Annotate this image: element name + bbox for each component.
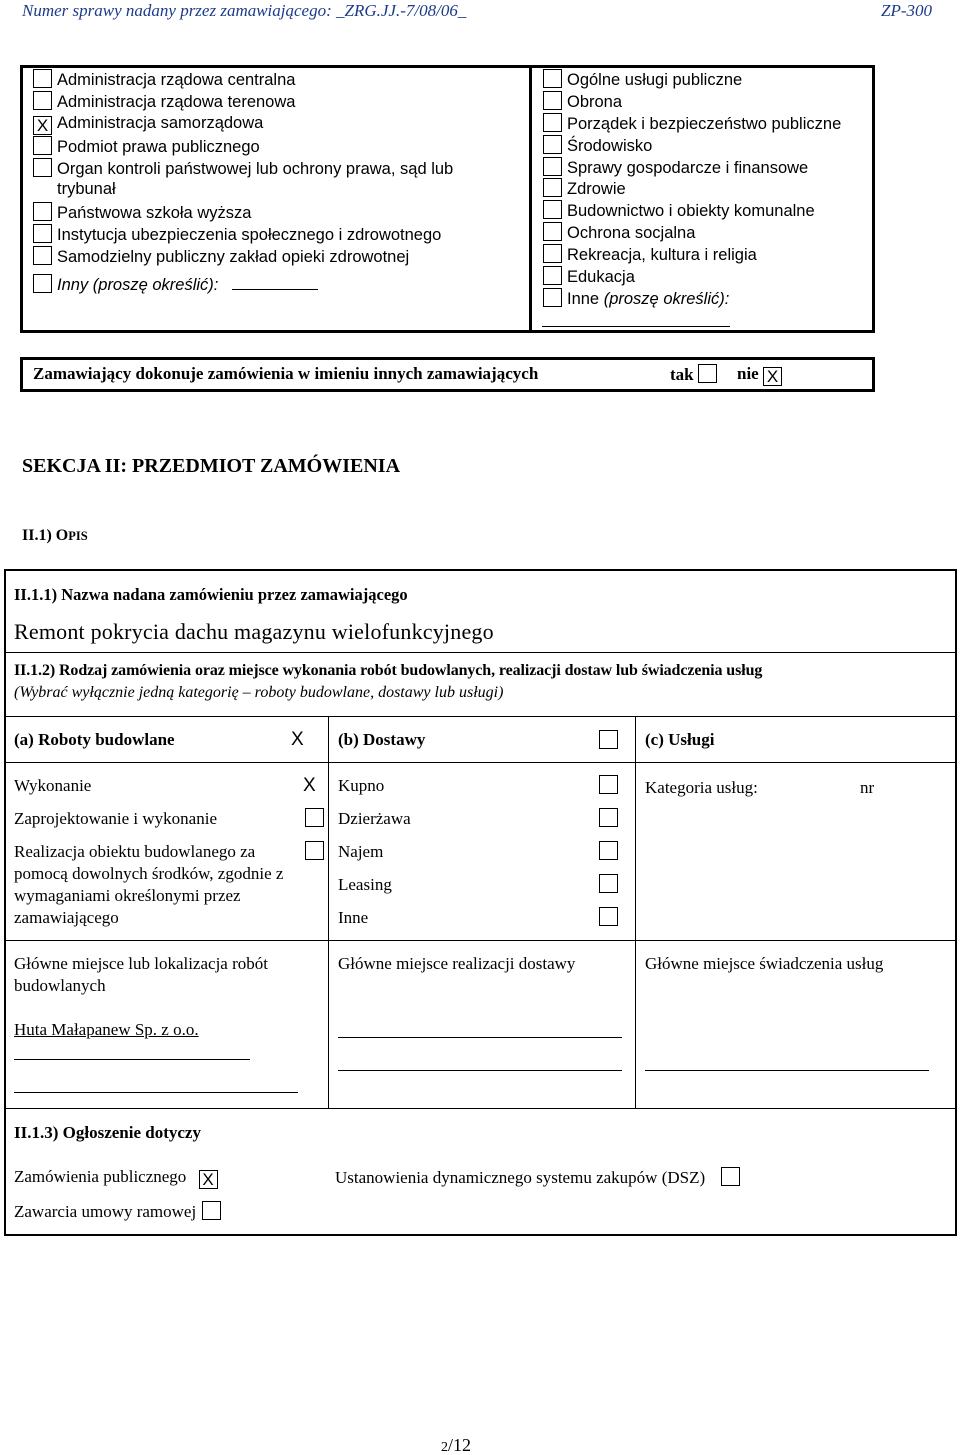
checkbox[interactable] — [543, 135, 562, 154]
works-location-value[interactable]: Huta Małapanew Sp. z o.o. — [14, 1020, 199, 1039]
checkbox[interactable] — [33, 69, 52, 88]
checkbox[interactable] — [33, 91, 52, 110]
checkbox[interactable] — [33, 274, 52, 293]
type-heading: II.1.2) Rodzaj zamówienia oraz miejsce wykonania robót budowlanych, realizacji dostaw lub świadczenia usług — [14, 662, 763, 679]
fill-line[interactable] — [14, 1059, 250, 1060]
supplies-option-label: Inne — [338, 908, 369, 927]
left-type-item[interactable]: Państwowa szkoła wyższa — [33, 202, 251, 223]
works-option-label: Wykonanie — [14, 776, 92, 795]
right-type-item[interactable]: Rekreacja, kultura i religia — [543, 244, 757, 265]
services-location-label: Główne miejsce świadczenia usług — [645, 954, 884, 973]
services-category-value[interactable]: nr — [860, 778, 875, 797]
right-type-item[interactable]: Ogólne usługi publiczne — [543, 69, 742, 90]
type-note: (Wybrać wyłącznie jedną kategorię – roboty budowlane, dostawy lub usługi) — [14, 684, 504, 701]
supplies-option-label: Najem — [338, 842, 384, 861]
checkbox[interactable] — [33, 202, 52, 221]
works-location-label: Główne miejsce lub lokalizacja robót budowlanych — [14, 954, 268, 995]
works-option-label: Zaprojektowanie i wykonanie — [14, 809, 217, 828]
left-type-item[interactable]: Administracja rządowa centralna — [33, 69, 295, 90]
row-divider — [5, 762, 956, 763]
authority-box-divider — [529, 67, 532, 331]
right-type-item[interactable]: Środowisko — [543, 135, 652, 156]
supplies-option-checkbox[interactable] — [599, 907, 618, 926]
left-type-item[interactable]: Samodzielny publiczny zakład opieki zdrowotnej — [33, 246, 409, 267]
checkbox[interactable] — [543, 91, 562, 110]
checkbox[interactable] — [543, 288, 562, 307]
checkbox[interactable] — [33, 136, 52, 155]
supplies-option-checkbox[interactable] — [599, 808, 618, 827]
checkbox[interactable] — [543, 178, 562, 197]
works-option-label: Realizacja obiektu budowlanego za pomocą dowolnych środków, zgodnie z wymaganiami określonymi przez zamawiającego — [14, 842, 284, 927]
supplies-option-label: Dzierżawa — [338, 809, 411, 828]
notice-framework[interactable]: Zawarcia umowy ramowej — [14, 1201, 221, 1222]
subsection-title: II.1) OPIS — [22, 527, 88, 544]
right-type-item[interactable]: Sprawy gospodarcze i finansowe — [543, 157, 808, 178]
right-type-other[interactable]: Inne (proszę określić): — [543, 288, 729, 309]
public-checkbox[interactable]: X — [199, 1170, 218, 1189]
notice-public[interactable]: Zamówienia publicznego X — [14, 1167, 218, 1189]
behalf-yes[interactable]: tak — [670, 364, 717, 385]
fill-line[interactable] — [14, 1092, 298, 1093]
checkbox[interactable] — [543, 244, 562, 263]
no-checkbox[interactable]: X — [763, 367, 782, 386]
works-category-mark[interactable]: X — [291, 729, 304, 750]
other-fill-line[interactable] — [232, 289, 318, 290]
left-type-other[interactable]: Inny (proszę określić): — [33, 274, 318, 295]
yes-checkbox[interactable] — [698, 364, 717, 383]
services-category: (c) Usługi — [645, 730, 715, 749]
fill-line[interactable] — [338, 1070, 622, 1071]
supplies-category-checkbox[interactable] — [599, 730, 618, 749]
left-type-item[interactable]: X Administracja samorządowa — [33, 114, 263, 135]
right-type-item[interactable]: Ochrona socjalna — [543, 222, 695, 243]
left-type-item[interactable]: Instytucja ubezpieczenia społecznego i zdrowotnego — [33, 224, 441, 245]
notice-heading: II.1.3) Ogłoszenie dotyczy — [14, 1123, 201, 1142]
dps-checkbox[interactable] — [721, 1167, 740, 1186]
col-divider — [635, 716, 636, 1109]
works-option-checkbox[interactable] — [305, 841, 324, 860]
notice-dps[interactable]: Ustanowienia dynamicznego systemu zakupów (DSZ) — [335, 1167, 740, 1188]
right-type-item[interactable]: Budownictwo i obiekty komunalne — [543, 200, 815, 221]
checkbox[interactable] — [543, 266, 562, 285]
row-divider — [5, 652, 956, 653]
right-type-item[interactable]: Edukacja — [543, 266, 635, 287]
supplies-option-checkbox[interactable] — [599, 874, 618, 893]
left-type-item[interactable]: Podmiot prawa publicznego — [33, 136, 260, 157]
left-type-item-continued: trybunał — [57, 180, 116, 198]
right-type-item[interactable]: Zdrowie — [543, 178, 626, 199]
works-option-mark[interactable]: X — [303, 775, 316, 796]
behalf-no[interactable]: nie X — [737, 364, 782, 386]
checkbox[interactable] — [543, 200, 562, 219]
works-category: (a) Roboty budowlane — [14, 730, 175, 749]
checkbox[interactable] — [33, 158, 52, 177]
supplies-category: (b) Dostawy — [338, 730, 426, 749]
supplies-option-checkbox[interactable] — [599, 775, 618, 794]
page-number: 2/12 — [441, 1435, 472, 1455]
supplies-option-checkbox[interactable] — [599, 841, 618, 860]
fill-line[interactable] — [645, 1070, 929, 1071]
contract-name: Remont pokrycia dachu magazynu wielofunkcyjnego — [14, 619, 494, 644]
checkbox[interactable] — [543, 222, 562, 241]
form-code: ZP-300 — [881, 1, 932, 20]
case-number: Numer sprawy nadany przez zamawiającego: _ZRG.JJ.-7/08/06_ — [22, 1, 467, 20]
works-option-checkbox[interactable] — [305, 808, 324, 827]
left-type-item[interactable]: Administracja rządowa terenowa — [33, 91, 295, 112]
row-divider — [5, 716, 956, 717]
fill-line[interactable] — [338, 1037, 622, 1038]
section-title: SEKCJA II: PRZEDMIOT ZAMÓWIENIA — [22, 455, 401, 477]
page-header — [22, 0, 932, 24]
checkbox[interactable] — [33, 224, 52, 243]
checkbox[interactable] — [543, 157, 562, 176]
left-type-item[interactable]: Organ kontroli państwowej lub ochrony prawa, sąd lub — [33, 158, 453, 179]
checkbox[interactable] — [543, 69, 562, 88]
row-divider — [5, 1108, 956, 1109]
checkbox[interactable] — [33, 246, 52, 265]
other-fill-line[interactable] — [542, 326, 730, 327]
framework-checkbox[interactable] — [202, 1201, 221, 1220]
services-category-label: Kategoria usług: — [645, 778, 758, 797]
supplies-option-label: Kupno — [338, 776, 385, 795]
behalf-question: Zamawiający dokonuje zamówienia w imieniu innych zamawiających — [33, 364, 539, 383]
row-divider — [5, 940, 956, 941]
name-heading: II.1.1) Nazwa nadana zamówieniu przez zamawiającego — [14, 585, 408, 604]
checkbox[interactable]: X — [33, 116, 52, 135]
checkbox[interactable] — [543, 113, 562, 132]
supplies-location-label: Główne miejsce realizacji dostawy — [338, 954, 576, 973]
supplies-option-label: Leasing — [338, 875, 392, 894]
col-divider — [328, 716, 329, 1109]
right-type-item[interactable]: Obrona — [543, 91, 622, 112]
right-type-item[interactable]: Porządek i bezpieczeństwo publiczne — [543, 113, 841, 134]
